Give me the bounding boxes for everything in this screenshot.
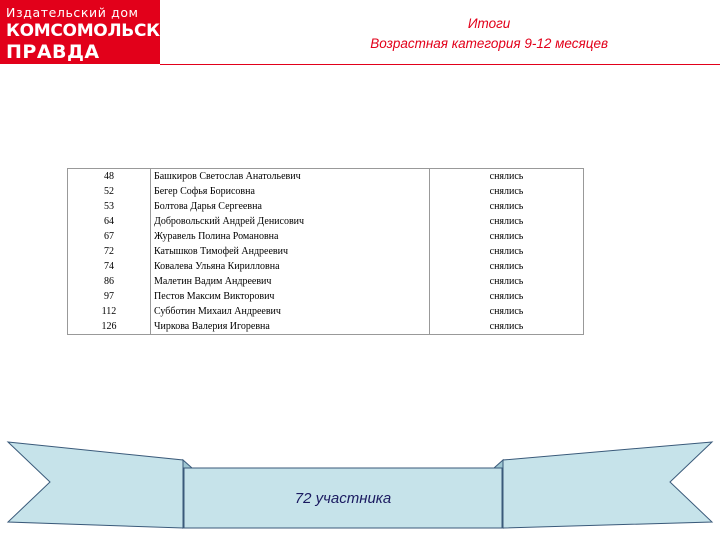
participant-number: 64	[68, 214, 151, 229]
participant-status: снялись	[489, 231, 524, 242]
table-row	[68, 259, 584, 274]
participant-number: 97	[68, 289, 151, 304]
participant-status: снялись	[489, 216, 524, 227]
participant-number: 53	[68, 199, 151, 214]
slide-title	[370, 14, 608, 54]
participant-number: 72	[68, 244, 151, 259]
participant-name: Журавель Полина Романовна	[151, 229, 430, 244]
table-row	[68, 184, 584, 199]
table-row	[68, 214, 584, 229]
header-divider	[160, 64, 720, 65]
table-row	[68, 199, 584, 214]
table-row	[68, 289, 584, 304]
participant-name: Пестов Максим Викторович	[151, 289, 430, 304]
table-row	[68, 319, 584, 335]
participant-status: снялись	[489, 276, 524, 287]
participant-status: снялись	[489, 201, 524, 212]
table-row	[68, 274, 584, 289]
logo-line-3: ПРАВДА	[6, 41, 100, 63]
participant-number: 52	[68, 184, 151, 199]
title-line-2: Возрастная категория 9-12 месяцев	[370, 36, 608, 51]
participant-status: снялись	[489, 321, 524, 332]
participants-count: 72 участника	[294, 490, 392, 507]
participant-name: Болтова Дарья Сергеевна	[151, 199, 430, 214]
participant-status: снялись	[489, 171, 524, 182]
ribbon-banner	[0, 438, 720, 540]
publisher-logo	[0, 0, 186, 64]
participant-number: 86	[68, 274, 151, 289]
logo-line-1: Издательский дом	[6, 5, 139, 20]
title-line-1: Итоги	[467, 16, 511, 31]
participant-number: 126	[68, 319, 151, 335]
participant-status: снялись	[489, 246, 524, 257]
participant-number: 74	[68, 259, 151, 274]
participant-name: Субботин Михаил Андреевич	[151, 304, 430, 319]
participant-name: Малетин Вадим Андреевич	[151, 274, 430, 289]
table-row	[68, 304, 584, 319]
participant-status: снялись	[489, 306, 524, 317]
participant-name: Чиркова Валерия Игоревна	[151, 319, 430, 335]
participant-number: 48	[68, 169, 151, 185]
participant-status: снялись	[489, 261, 524, 272]
participant-name: Катышков Тимофей Андреевич	[151, 244, 430, 259]
participant-status: снялись	[489, 291, 524, 302]
table-row	[68, 229, 584, 244]
participants-table	[67, 168, 584, 335]
participant-name: Бегер Софья Борисовна	[151, 184, 430, 199]
logo-line-2: КОМСОМОЛЬСКАЯ	[6, 21, 186, 41]
ribbon-right-tail	[503, 442, 712, 528]
table-row	[68, 169, 584, 185]
table-row	[68, 244, 584, 259]
ribbon-left-tail	[8, 442, 183, 528]
participant-name: Добровольский Андрей Денисович	[151, 214, 430, 229]
participant-name: Ковалева Ульяна Кирилловна	[151, 259, 430, 274]
participant-number: 67	[68, 229, 151, 244]
participant-status: снялись	[489, 186, 524, 197]
participant-name: Башкиров Светослав Анатольевич	[151, 169, 430, 185]
participant-number: 112	[68, 304, 151, 319]
